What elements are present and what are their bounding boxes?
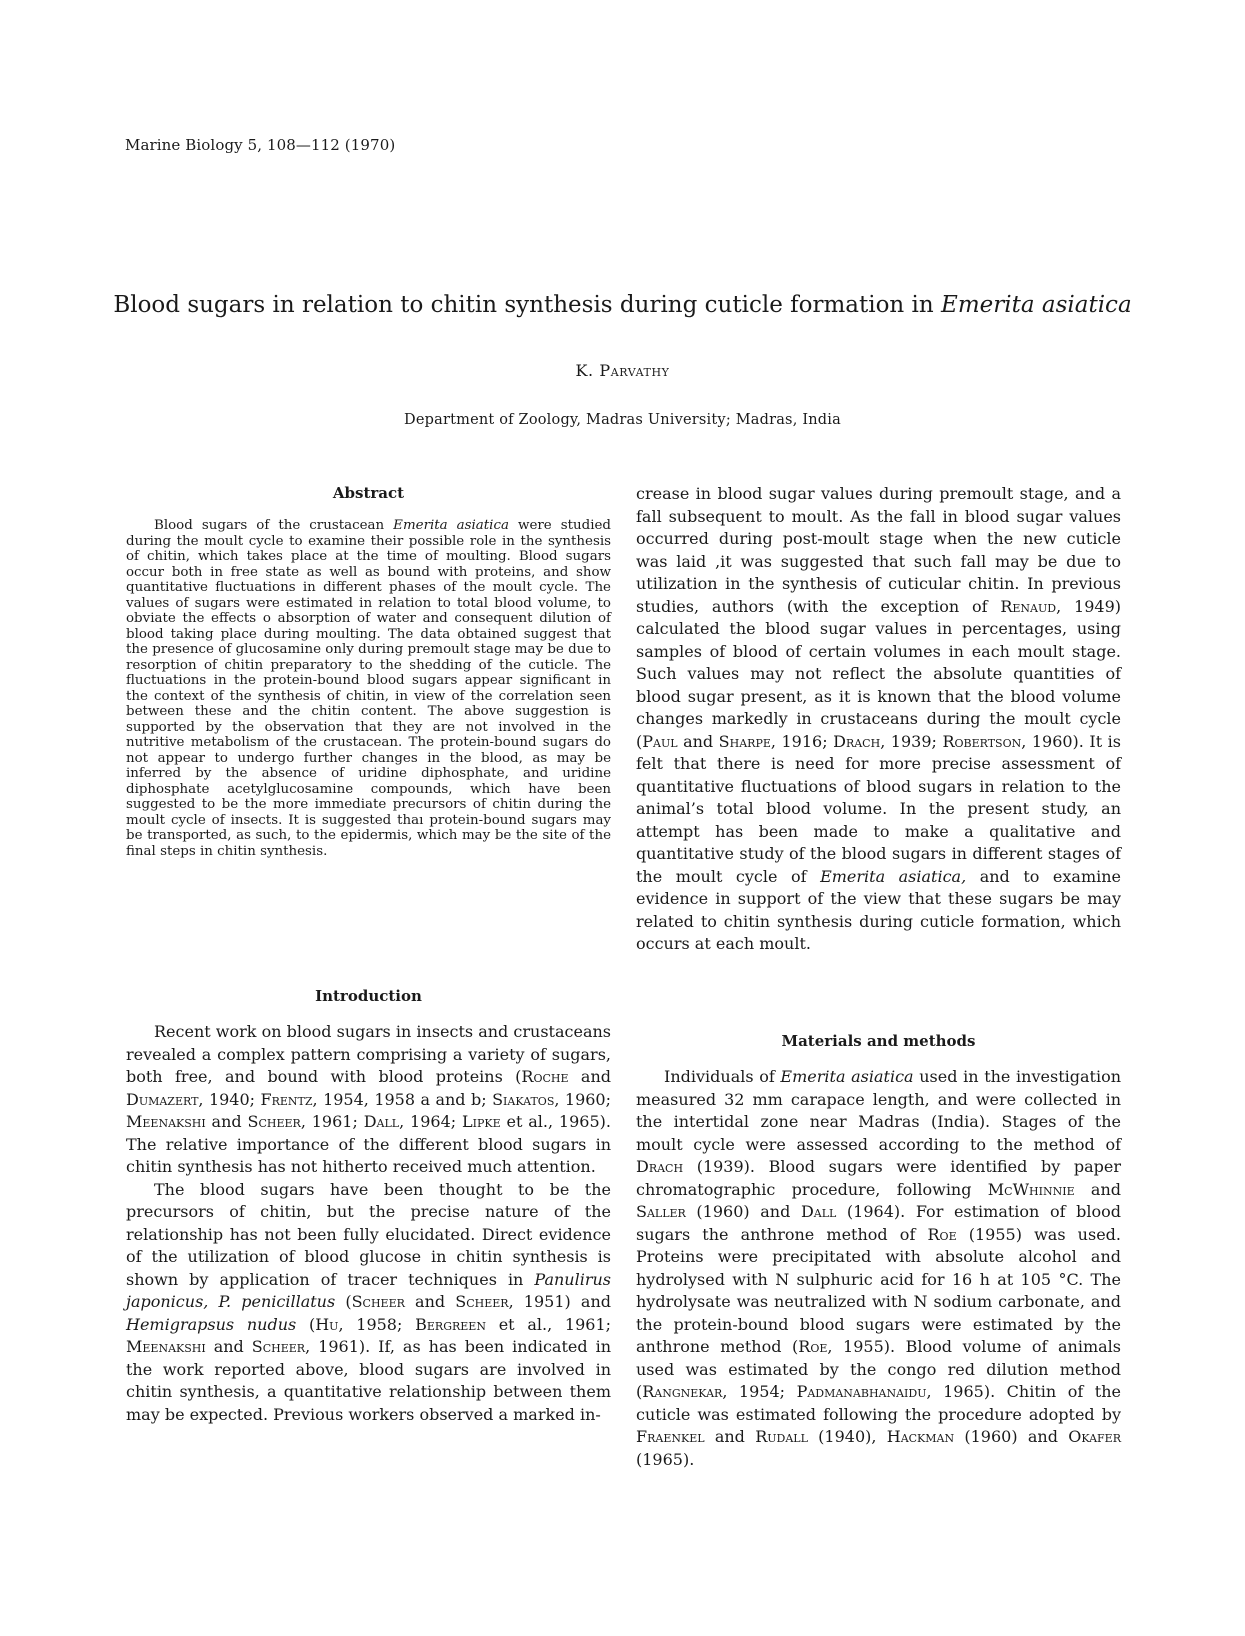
text: ( xyxy=(296,1314,316,1334)
text: , 1965). Chitin of the cuticle was estimated following the procedure adopted by xyxy=(636,1382,1121,1424)
methods-section xyxy=(636,1032,1121,1471)
citation-author: Hackman xyxy=(886,1427,955,1446)
citation-author: Sharpe xyxy=(718,731,771,751)
text: ( xyxy=(335,1292,352,1311)
text: and to examine evidence in support of the view that these sugars be may related to chitin synthesis during cuticle formation, which occurs at each moult. xyxy=(636,866,1121,953)
citation-author: Fraenkel xyxy=(636,1427,705,1446)
text: , 1955). Blood volume of animals used was estimated by the congo red dilution method ( xyxy=(636,1337,1122,1401)
abstract-section xyxy=(126,484,611,859)
species-name: Emerita asiatica xyxy=(780,1067,914,1086)
citation-author: Drach xyxy=(636,1157,684,1176)
text: (1965). xyxy=(636,1449,695,1469)
introduction-section xyxy=(126,987,611,1426)
methods-paragraph xyxy=(636,1066,1121,1471)
species-name: Panulirus japonicus, P. penicillatus xyxy=(126,1269,611,1311)
text: et al., 1961; xyxy=(485,1314,612,1334)
citation-author: Bergreen xyxy=(415,1314,486,1334)
citation-author: Lipke xyxy=(462,1112,501,1131)
text: and xyxy=(677,731,719,751)
text: , 1916; xyxy=(770,731,834,751)
citation-author: Robertson xyxy=(942,731,1022,751)
citation-author: Padmanabhanaidu xyxy=(796,1382,927,1401)
text: , 1960; xyxy=(554,1089,612,1109)
citation-author: Meenakshi xyxy=(126,1337,206,1356)
citation-author: Scheer xyxy=(351,1292,405,1311)
text: , 1949) calculated the blood sugar values in percentages, using samples of blood of certain volumes in each moult stage. Such values may not reflect the absolute quantities of blood sugar present, as it is known that the blood volume changes markedly in crustaceans during the moult cycle ( xyxy=(636,596,1121,751)
citation-author: Scheer xyxy=(247,1112,301,1131)
citation-author: Okafer xyxy=(1068,1427,1121,1446)
text: used in the investigation measured 32 mm carapace length, and were collected in the intertidal zone near Madras (India). Stages of the moult cycle were assessed according to the method of xyxy=(636,1067,1122,1154)
text: , 1940; xyxy=(198,1089,261,1109)
citation-author: Roe xyxy=(927,1224,957,1244)
citation-author: McWhinnie xyxy=(987,1179,1075,1199)
text: , 1961; xyxy=(300,1112,364,1131)
text: , 1954; xyxy=(722,1382,797,1401)
text: , 1964; xyxy=(399,1112,463,1131)
citation-author: Roche xyxy=(521,1067,569,1086)
citation-author: Frentz xyxy=(260,1089,313,1109)
text: and xyxy=(1074,1179,1122,1199)
citation-author: Saller xyxy=(636,1202,686,1221)
citation-author: Meenakshi xyxy=(126,1112,206,1131)
citation-author: Hu xyxy=(315,1314,339,1334)
citation-author: Renaud xyxy=(1000,596,1057,616)
text: (1960) and xyxy=(954,1427,1069,1446)
text: The blood sugars have been thought to be the precursors of chitin, but the precise nature of the relationship has not been fully elucidated. Direct evidence of the utilization of blood glucose in chitin synthesis is shown by application of tracer techniques in xyxy=(126,1179,611,1289)
species-name: Hemigrapsus nudus xyxy=(126,1314,297,1334)
abstract-text-1: Blood sugars of the crustacean xyxy=(154,518,394,533)
paper-title xyxy=(100,292,1145,318)
text: and xyxy=(205,1337,252,1356)
abstract-paragraph xyxy=(126,518,611,859)
methods-heading: Materials and methods xyxy=(781,1032,976,1050)
text: (1940), xyxy=(807,1427,887,1446)
text: , 1958; xyxy=(338,1314,416,1334)
text: and xyxy=(404,1292,456,1311)
intro-paragraph-2 xyxy=(126,1179,611,1427)
text: crease in blood sugar values during premoult stage, and a fall subsequent to moult. As the fall in blood sugar values occurred during post-moult stage when the new cuticle was laid ,it was suggested that such fall may be due to utilization in the synthesis of cuticular chitin. In previous studies, authors (with the exception of xyxy=(636,484,1121,616)
introduction-heading: Introduction xyxy=(315,987,422,1005)
citation-author: Dall xyxy=(363,1112,400,1131)
text: (1960) and xyxy=(685,1202,801,1221)
text: , 1951) and xyxy=(508,1292,611,1311)
citation-author: Rangnekar xyxy=(642,1382,723,1401)
citation-author: Dumazert xyxy=(126,1089,199,1109)
text: , 1939; xyxy=(880,731,943,751)
citation-author: Dall xyxy=(800,1202,837,1221)
citation-author: Paul xyxy=(642,731,678,751)
citation-author: Rudall xyxy=(755,1427,808,1446)
text: et al., 1965). The relative importance of the different blood sugars in chitin synthesis has not hitherto received much attention. xyxy=(126,1112,611,1176)
species-name: Emerita asiatica, xyxy=(820,866,967,886)
abstract-heading: Abstract xyxy=(332,484,405,502)
author-name: K. Parvathy xyxy=(575,361,670,380)
title-species: Emerita asiatica xyxy=(941,292,1132,318)
title-main: Blood sugars in relation to chitin synthesis during cuticle formation in xyxy=(113,292,942,318)
intro-paragraph-1 xyxy=(126,1021,611,1179)
abstract-species: Emerita asiatica xyxy=(393,518,509,533)
citation-author: Roe xyxy=(798,1337,828,1356)
introduction-continuation xyxy=(636,483,1121,956)
affiliation: Department of Zoology, Madras University; Madras, India xyxy=(404,412,841,428)
citation-author: Siakatos xyxy=(492,1089,555,1109)
text: and xyxy=(704,1427,756,1446)
text: and xyxy=(205,1112,248,1131)
abstract-text-2: were studied during the moult cycle to examine their possible role in the synthesis of chitin, which takes place at the time of moulting. Blood sugars occur both in free state as well as bound with proteins, and show quantitative fluctuations in different phases of the moult cycle. The values of sugars were estimated in relation to total blood volume, to obviate the effects o absorption of water and consequent dilution of blood taking place during moulting. The data obtained suggest that the presence of glucosamine only during premoult stage may be due to resorption of chitin preparatory to the shedding of the cuticle. The fluctuations in the protein-bound blood sugars appear significant in the context of the synthesis of chitin, in view of the correlation seen between these and the chitin content. The above suggestion is supported by the observation that they are not involved in the nutritive metabolism of the crustacean. The protein-bound sugars do not appear to undergo further changes in the blood, as may be inferred by the absence of uridine diphosphate, and uridine diphosphate acetylglucosamine compounds, which have been suggested to be the more immediate precursors of chitin during the moult cycle of insects. It is suggested thaı protein-bound sugars may be transported, as such, to the epidermis, which may be the site of the final steps in chitin synthesis. xyxy=(126,518,612,859)
text: (1955) was used. Proteins were precipitated with absolute alcohol and hydrolysed with N sulphuric acid for 16 h at 105 °C. The hydrolysate was neutralized with N sodium carbonate, and the protein-bound blood sugars were estimated by the anthrone method ( xyxy=(636,1224,1121,1356)
text: Individuals of xyxy=(664,1067,781,1086)
text: , 1960). It is felt that there is need for more precise assessment of quantitative fluctuations of blood sugars in relation to the animal’s total blood volume. In the present study, an attempt has been made to make a qualitative and quantitative study of the blood sugars in different stages of the moult cycle of xyxy=(636,731,1121,886)
text: Recent work on blood sugars in insects and crustaceans revealed a complex pattern comprising a variety of sugars, both free, and bound with blood proteins ( xyxy=(126,1022,611,1086)
text: (1964). For estimation of blood sugars the anthrone method of xyxy=(636,1202,1121,1244)
text: (1939). Blood sugars were identified by paper chromatographic procedure, following xyxy=(636,1157,1121,1199)
citation-author: Drach xyxy=(833,731,881,751)
citation-author: Scheer xyxy=(455,1292,509,1311)
citation-author: Scheer xyxy=(251,1337,306,1356)
text: and xyxy=(568,1067,612,1086)
intro-continuation-paragraph xyxy=(636,483,1121,956)
text: , 1961). If, as has been indicated in the work reported above, blood sugars are involved in chitin synthesis, a quantitative relationship between them may be expected. Previous workers observed a marked in- xyxy=(126,1337,611,1424)
text: , 1954, 1958 a and b; xyxy=(312,1089,493,1109)
journal-reference: Marine Biology 5, 108—112 (1970) xyxy=(125,136,396,154)
